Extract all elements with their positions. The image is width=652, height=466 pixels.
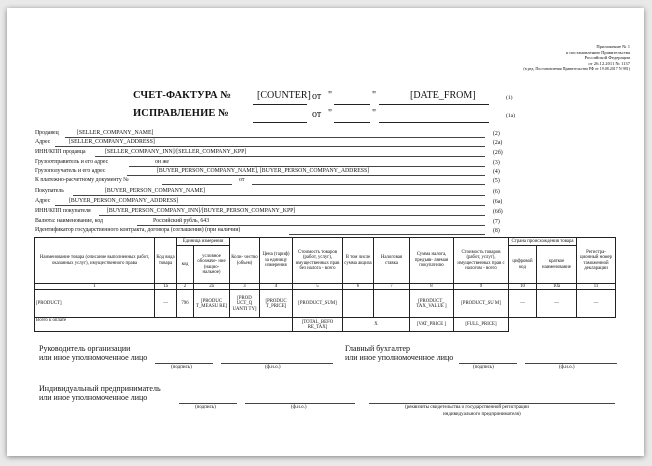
field-code: (2а) xyxy=(493,140,503,146)
field-line xyxy=(55,146,485,147)
entrepreneur-reg-caption: (реквизиты свидетельства о государственной регистрации xyxy=(405,405,529,410)
field-code: (8) xyxy=(493,228,500,234)
total-full: [FULL_PRICE] xyxy=(454,318,509,332)
field-label: Покупатель xyxy=(35,188,64,194)
accountant-fio-caption: (ф.и.о.) xyxy=(559,365,575,370)
accountant-fio-line xyxy=(525,363,617,364)
field-line xyxy=(99,215,485,216)
field-line xyxy=(55,205,485,206)
th-rate: Налоговая ставка xyxy=(374,238,410,284)
field-line xyxy=(162,184,232,185)
colnum: 4 xyxy=(260,284,293,290)
field-label: ИНН/КПП продавца xyxy=(35,149,86,155)
appendix-line: (в ред. Постановления Правительства РФ от 19.08.2017 N 981) xyxy=(523,66,630,72)
th-unit-name: условное обозначе- ние (нацио- нальное) xyxy=(194,246,230,284)
colnum: 1а xyxy=(155,284,177,290)
field-value: [BUYER_PERSON_COMPANY_NAME] xyxy=(105,188,205,194)
correction-quote-close: " xyxy=(372,108,377,119)
correction-title: ИСПРАВЛЕНИЕ № xyxy=(133,108,229,119)
table-row xyxy=(35,290,616,318)
entrepreneur-reg-line xyxy=(369,403,615,404)
th-unit-code: код xyxy=(177,246,194,284)
entrepreneur-sign-caption: (подпись) xyxy=(195,405,216,410)
cell-unit-name: [PRODUC T_MEASU RE] xyxy=(194,290,230,318)
appendix-line: Российской Федерации xyxy=(584,55,630,61)
colnum: 2 xyxy=(177,284,194,290)
accountant-sign-line xyxy=(459,363,517,364)
cell-tax: [PRODUCT_ TAX_VALUE ] xyxy=(410,290,454,318)
accountant-sign-caption: (подпись) xyxy=(473,365,494,370)
appendix-line: Приложение № 1 xyxy=(596,44,630,49)
field-value: [SELLER_COMPANY_INN]/[SELLER_COMPANY_KPP] xyxy=(105,149,247,155)
day-quote-close: " xyxy=(372,90,377,101)
cell-qty: [PROD UCT_Q UANTI TY] xyxy=(230,290,260,318)
field-value: Российский рубль, 643 xyxy=(153,218,210,224)
colnum: 1 xyxy=(35,284,155,290)
th-decl: Регистра- ционный номер таможенной декларации xyxy=(577,238,616,284)
correction-quote-open: " xyxy=(328,108,333,119)
th-name: Наименование товара (описание выполненных работ, оказанных услуг), имущественного права xyxy=(35,238,155,284)
cell-country-name: — xyxy=(537,290,577,318)
cell-cost: [PRODUCT_SUM] xyxy=(293,290,343,318)
correction-underline xyxy=(253,122,307,123)
cell-price: [PRODUC T_PRICE] xyxy=(260,290,293,318)
entrepreneur-label: Индивидуальный предприниматель xyxy=(39,384,161,393)
total-cost: [TOTAL_BEFO RE_TAX] xyxy=(293,318,343,332)
counter-underline xyxy=(253,104,307,105)
cell-country-code: — xyxy=(509,290,537,318)
colnum: 3 xyxy=(230,284,260,290)
field-mid-label: от xyxy=(239,177,245,183)
total-x: X xyxy=(343,318,410,332)
head-fio-line xyxy=(221,363,333,364)
entrepreneur-fio-line xyxy=(245,403,355,404)
cell-excise xyxy=(343,290,374,318)
field-label: К платежно-расчетному документу № xyxy=(35,177,129,183)
appendix-line: от 26.12.2011 № 1137 xyxy=(588,60,630,66)
field-value: [BUYER_PERSON_COMPANY_ADDRESS] xyxy=(69,198,179,204)
field-line xyxy=(137,225,485,226)
th-cost: Стоимость товаров (работ, услуг), имущественных прав без налога - всего xyxy=(293,238,343,284)
entrepreneur-sign-line xyxy=(179,403,237,404)
head-fio-caption: (ф.и.о.) xyxy=(265,365,281,370)
cell-unit-code: 796 xyxy=(177,290,194,318)
day-quote-open: " xyxy=(328,90,333,101)
field-label: Адрес xyxy=(35,198,51,204)
total-empty xyxy=(509,318,616,332)
code-1: (1) xyxy=(506,95,513,101)
field-code: (4) xyxy=(493,169,500,175)
th-excise: В том числе сумма акциза xyxy=(343,238,374,284)
total-vat: [VAT_PRICE ] xyxy=(410,318,454,332)
field-value: [BUYER_PERSON_COMPANY_NAME], [BUYER_PERSON_COMPANY_ADDRESS] xyxy=(157,168,370,174)
accountant-label: Главный бухгалтер xyxy=(345,344,410,353)
total-label: Всего к оплате xyxy=(35,318,293,332)
field-value: [SELLER_COMPANY_ADDRESS] xyxy=(69,139,155,145)
entrepreneur-reg-caption-2: индивидуального предпринимателя) xyxy=(443,412,521,417)
appendix-note xyxy=(523,44,630,72)
colnum: 10 xyxy=(509,284,537,290)
field-value: [BUYER_PERSON_COMPANY_INN]/[BUYER_PERSON_COMPANY_KPP] xyxy=(107,208,296,214)
field-line xyxy=(127,175,485,176)
field-value: он же xyxy=(155,159,169,165)
date-underline xyxy=(379,104,489,105)
colnum: 7 xyxy=(374,284,410,290)
field-value: [SELLER_COMPANY_NAME] xyxy=(77,130,154,136)
field-line xyxy=(252,184,485,185)
field-label: Идентификатор государственного контракта, договора (соглашения) (при наличии) xyxy=(35,227,241,233)
field-line xyxy=(289,234,485,235)
th-tax: Сумма налога, предъяв- ляемая покупателю xyxy=(410,238,454,284)
field-code: (3) xyxy=(493,160,500,166)
field-line xyxy=(65,137,485,138)
head-label: Руководитель организации xyxy=(39,344,131,353)
th-country-name: краткое наименование xyxy=(537,246,577,284)
colnum: 11 xyxy=(577,284,616,290)
field-code: (7) xyxy=(493,219,500,225)
colnum: 5 xyxy=(293,284,343,290)
field-code: (5) xyxy=(493,178,500,184)
field-line xyxy=(73,195,485,196)
table-header-row xyxy=(35,238,616,246)
th-price: Цена (тариф) за единицу измерения xyxy=(260,238,293,284)
correction-date-underline xyxy=(379,122,489,123)
colnum: 6 xyxy=(343,284,374,290)
field-label: Валюта: наименование, код xyxy=(35,218,104,224)
cell-decl: — xyxy=(577,290,616,318)
invoice-page xyxy=(7,8,644,456)
invoice-title: СЧЕТ-ФАКТУРА № xyxy=(133,90,232,101)
head-sign-caption: (подпись) xyxy=(171,365,192,370)
date-field: [DATE_FROM] xyxy=(410,90,476,101)
head-label-2: или иное уполномоченное лицо xyxy=(39,353,148,362)
field-code: (6а) xyxy=(493,199,503,205)
colnum: 10а xyxy=(537,284,577,290)
cell-kind: — xyxy=(155,290,177,318)
cell-total: [PRODUCT_SU M] xyxy=(454,290,509,318)
correction-from-label: от xyxy=(312,109,322,120)
head-sign-line xyxy=(155,363,213,364)
field-line xyxy=(129,166,485,167)
field-label: ИНН/КПП покупателя xyxy=(35,208,91,214)
entrepreneur-fio-caption: (ф.и.о.) xyxy=(291,405,307,410)
th-country-code: цифровой код xyxy=(509,246,537,284)
cell-product: [PRODUCT] xyxy=(35,290,155,318)
field-label: Грузополучатель и его адрес xyxy=(35,168,106,174)
appendix-line: к постановлению Правительства xyxy=(566,49,630,55)
field-label: Продавец xyxy=(35,130,59,136)
field-code: (2) xyxy=(493,131,500,137)
correction-day-underline xyxy=(334,122,370,123)
field-code: (6) xyxy=(493,189,500,195)
counter-field: [COUNTER] xyxy=(257,90,311,101)
th-qty: Коли- чество (объем) xyxy=(230,238,260,284)
colnum: 2а xyxy=(194,284,230,290)
entrepreneur-label-2: или иное уполномоченное лицо xyxy=(39,393,148,402)
th-country: Страна происхождения товара xyxy=(509,238,577,246)
day-underline xyxy=(334,104,370,105)
colnum: 8 xyxy=(410,284,454,290)
th-kind: Код вида товара xyxy=(155,238,177,284)
from-label: от xyxy=(312,91,322,102)
th-total: Стоимость товаров (работ, услуг), имущественных прав с налогом - всего xyxy=(454,238,509,284)
invoice-table xyxy=(34,237,616,332)
field-label: Грузоотправитель и его адрес xyxy=(35,159,109,165)
field-line xyxy=(95,156,485,157)
cell-rate xyxy=(374,290,410,318)
th-unit: Единица измерения xyxy=(177,238,230,246)
field-code: (6б) xyxy=(493,209,503,215)
accountant-label-2: или иное уполномоченное лицо xyxy=(345,353,454,362)
field-label: Адрес xyxy=(35,139,51,145)
code-1a: (1а) xyxy=(506,113,516,119)
table-total-row xyxy=(35,318,616,332)
colnum: 9 xyxy=(454,284,509,290)
field-code: (2б) xyxy=(493,150,503,156)
